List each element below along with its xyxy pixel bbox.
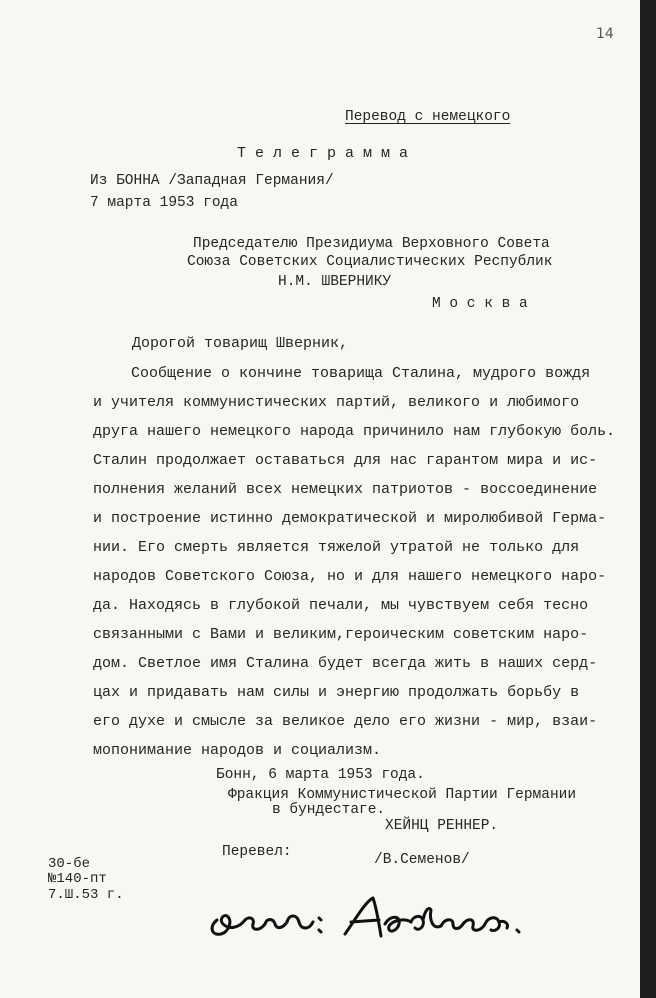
- closing-org-line-2: в бундестаге.: [272, 802, 386, 818]
- translation-note: Перевод с немецкого: [345, 109, 511, 125]
- registry-line-3: 7.Ш.53 г.: [48, 887, 124, 903]
- body-line: цах и придавать нам силы и энергию продолжать борьбу в: [93, 684, 580, 701]
- registry-line-2: №140-пт: [48, 871, 107, 887]
- body-line: полнения желаний всех немецких патриотов - воссоединение: [93, 481, 598, 498]
- addressee-name: Н.М. ШВЕРНИКУ: [278, 274, 392, 290]
- body-line: мопонимание народов и социализм.: [93, 742, 382, 759]
- addressee-line-1: Председателю Президиума Верховного Совета: [193, 236, 550, 252]
- addressee-city: М о с к в а: [432, 296, 528, 312]
- closing-place-date: Бонн, 6 марта 1953 года.: [216, 767, 425, 783]
- body-line: Сталин продолжает оставаться для нас гарантом мира и ис-: [93, 452, 598, 469]
- document-type: Т е л е г р а м м а: [237, 145, 409, 162]
- translator-label: Перевел:: [222, 844, 292, 860]
- telegram-date: 7 марта 1953 года: [90, 195, 238, 211]
- closing-signer: ХЕЙНЦ РЕННЕР.: [385, 818, 499, 834]
- folio-number: 14: [596, 26, 614, 42]
- body-line: дом. Светлое имя Сталина будет всегда жить в наших серд-: [93, 655, 598, 672]
- translator-name: /В.Семенов/: [374, 852, 470, 868]
- body-line: нии. Его смерть является тяжелой утратой не только для: [93, 539, 580, 556]
- addressee-line-2: Союза Советских Социалистических Республик: [187, 254, 553, 270]
- body-line: друга нашего немецкого народа причинило нам глубокую боль.: [93, 423, 616, 440]
- closing-org-line-1: Фракция Коммунистической Партии Германии: [228, 787, 577, 803]
- body-line: его духе и смысле за великое дело его жизни - мир, взаи-: [93, 713, 598, 730]
- body-line: и построение истинно демократической и миролюбивой Герма-: [93, 510, 607, 527]
- handwritten-certification-text: верно: Авдощуков.: [205, 867, 369, 885]
- body-line: связанными с Вами и великим,героическим советским наро-: [93, 626, 589, 643]
- body-line: да. Находясь в глубокой печали, мы чувствуем себя тесно: [93, 597, 589, 614]
- body-line: Сообщение о кончине товарища Сталина, мудрого вождя: [131, 365, 591, 382]
- body-line: и учителя коммунистических партий, великого и любимого: [93, 394, 580, 411]
- body-line: народов Советского Союза, но и для нашего немецкого наро-: [93, 568, 607, 585]
- telegram-origin: Из БОННА /Западная Германия/: [90, 173, 334, 189]
- salutation: Дорогой товарищ Шверник,: [132, 335, 349, 352]
- registry-line-1: 30-бе: [48, 856, 91, 872]
- scan-edge: [640, 0, 656, 998]
- handwritten-certification-signature: [205, 867, 535, 948]
